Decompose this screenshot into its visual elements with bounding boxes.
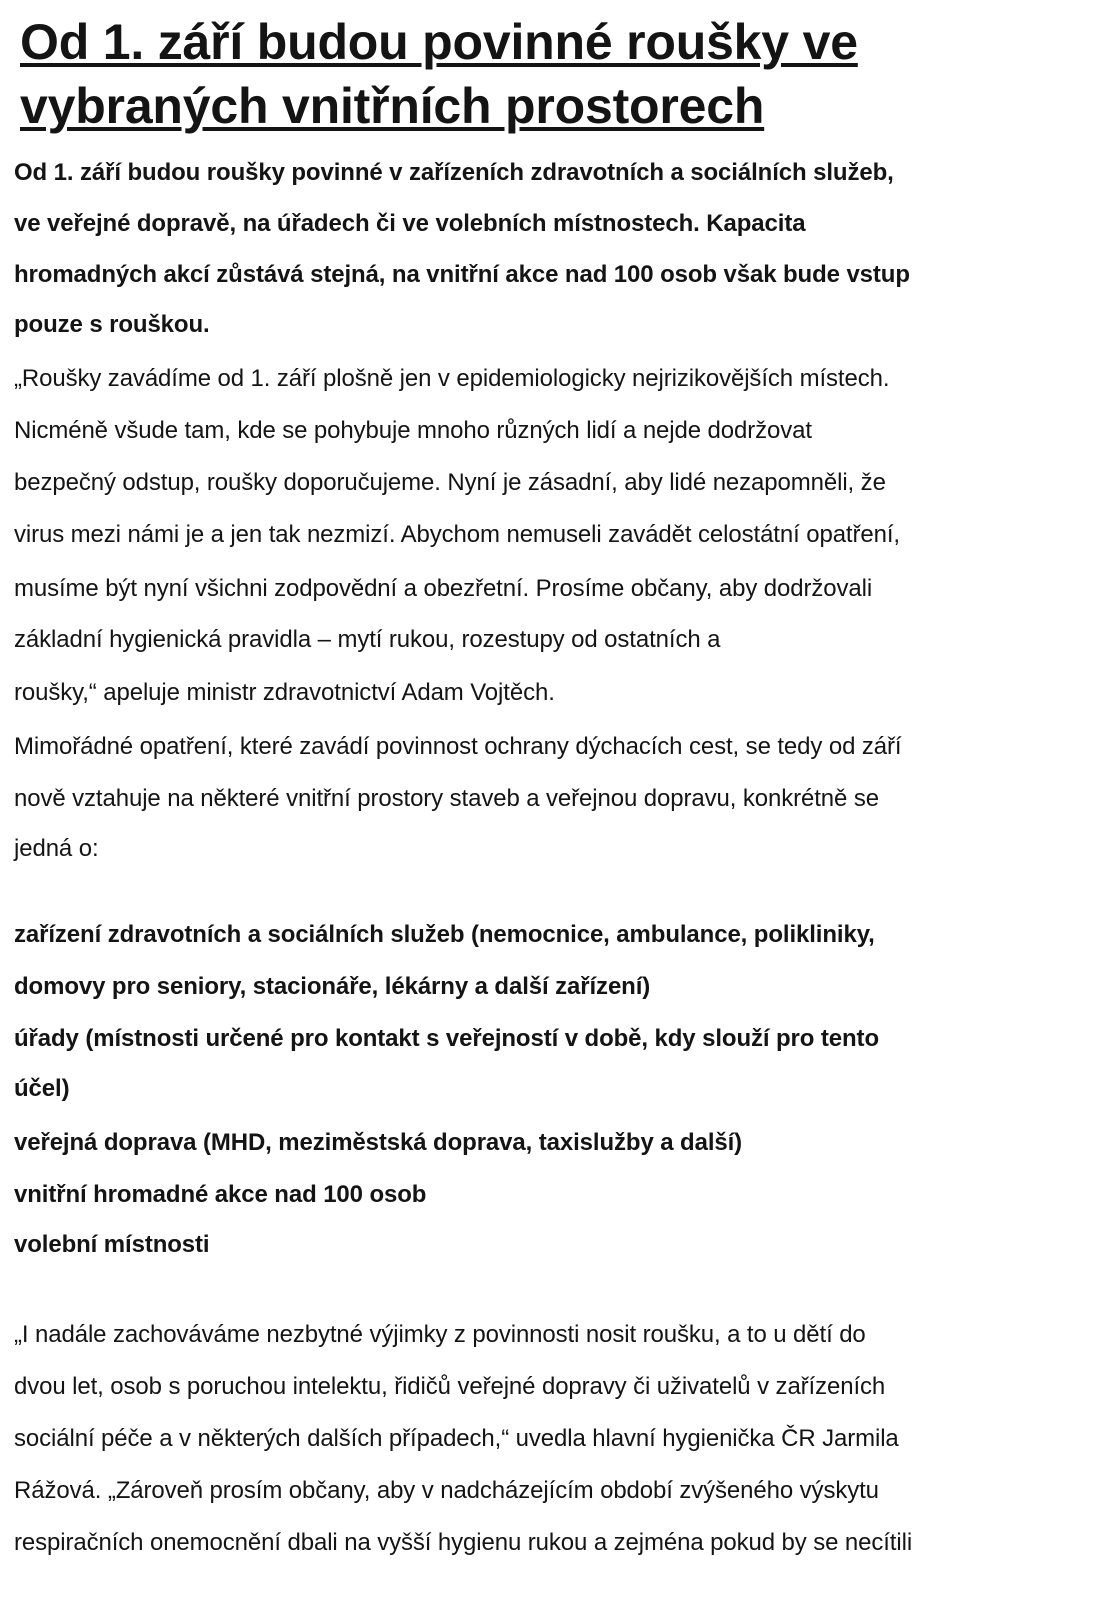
places-list-line: úřady (místnosti určené pro kontakt s veřejností v době, kdy slouží pro tento [14,1025,879,1052]
measure-intro-line: nově vztahuje na některé vnitřní prostory staveb a veřejnou dopravu, konkrétně se [14,785,879,812]
article-title: Od 1. září budou povinné roušky ve vybraných vnitřních prostorech [20,14,858,134]
measure-intro-line: jedná o: [14,835,99,862]
minister-quote-line: roušky,“ apeluje ministr zdravotnictví Adam Vojtěch. [14,679,555,706]
lead-line: hromadných akcí zůstává stejná, na vnitřní akce nad 100 osob však bude vstup [14,261,910,288]
places-list-line: zařízení zdravotních a sociálních služeb (nemocnice, ambulance, polikliniky, [14,921,875,948]
lead-line: pouze s rouškou. [14,311,210,338]
measure-intro-line: Mimořádné opatření, které zavádí povinnost ochrany dýchacích cest, se tedy od září [14,733,902,760]
places-list-line: vnitřní hromadné akce nad 100 osob [14,1181,427,1208]
places-list-line: domovy pro seniory, stacionáře, lékárny a další zařízení) [14,973,651,1000]
minister-quote-line: „Roušky zavádíme od 1. září plošně jen v epidemiologicky nejrizikovějších místech. [14,365,890,392]
minister-quote-line: bezpečný odstup, roušky doporučujeme. Nyní je zásadní, aby lidé nezapomněli, že [14,469,886,496]
lead-line: ve veřejné dopravě, na úřadech či ve volebních místnostech. Kapacita [14,210,806,237]
minister-quote-line: virus mezi námi je a jen tak nezmizí. Abychom nemuseli zavádět celostátní opatření, [14,521,900,548]
places-list-line: volební místnosti [14,1231,210,1258]
hygienist-quote-line: respiračních onemocnění dbali na vyšší hygienu rukou a zejména pokud by se necítili [14,1529,913,1556]
minister-quote-line: Nicméně všude tam, kde se pohybuje mnoho různých lidí a nejde dodržovat [14,417,812,444]
places-list-line: veřejná doprava (MHD, meziměstská doprava, taxislužby a další) [14,1129,743,1156]
minister-quote-line: základní hygienická pravidla – mytí rukou, rozestupy od ostatních a [14,626,721,653]
hygienist-quote-line: „I nadále zachováváme nezbytné výjimky z povinnosti nosit roušku, a to u dětí do [14,1321,866,1348]
minister-quote-line: musíme být nyní všichni zodpovědní a obezřetní. Prosíme občany, aby dodržovali [14,575,873,602]
hygienist-quote-line: Rážová. „Zároveň prosím občany, aby v nadcházejícím období zvýšeného výskytu [14,1477,879,1504]
places-list-line: účel) [14,1075,70,1102]
hygienist-quote-line: sociální péče a v některých dalších případech,“ uvedla hlavní hygienička ČR Jarmila [14,1425,899,1452]
lead-line: Od 1. září budou roušky povinné v zařízeních zdravotních a sociálních služeb, [14,159,894,186]
hygienist-quote-line: dvou let, osob s poruchou intelektu, řidičů veřejné dopravy či uživatelů v zařízeních [14,1373,886,1400]
